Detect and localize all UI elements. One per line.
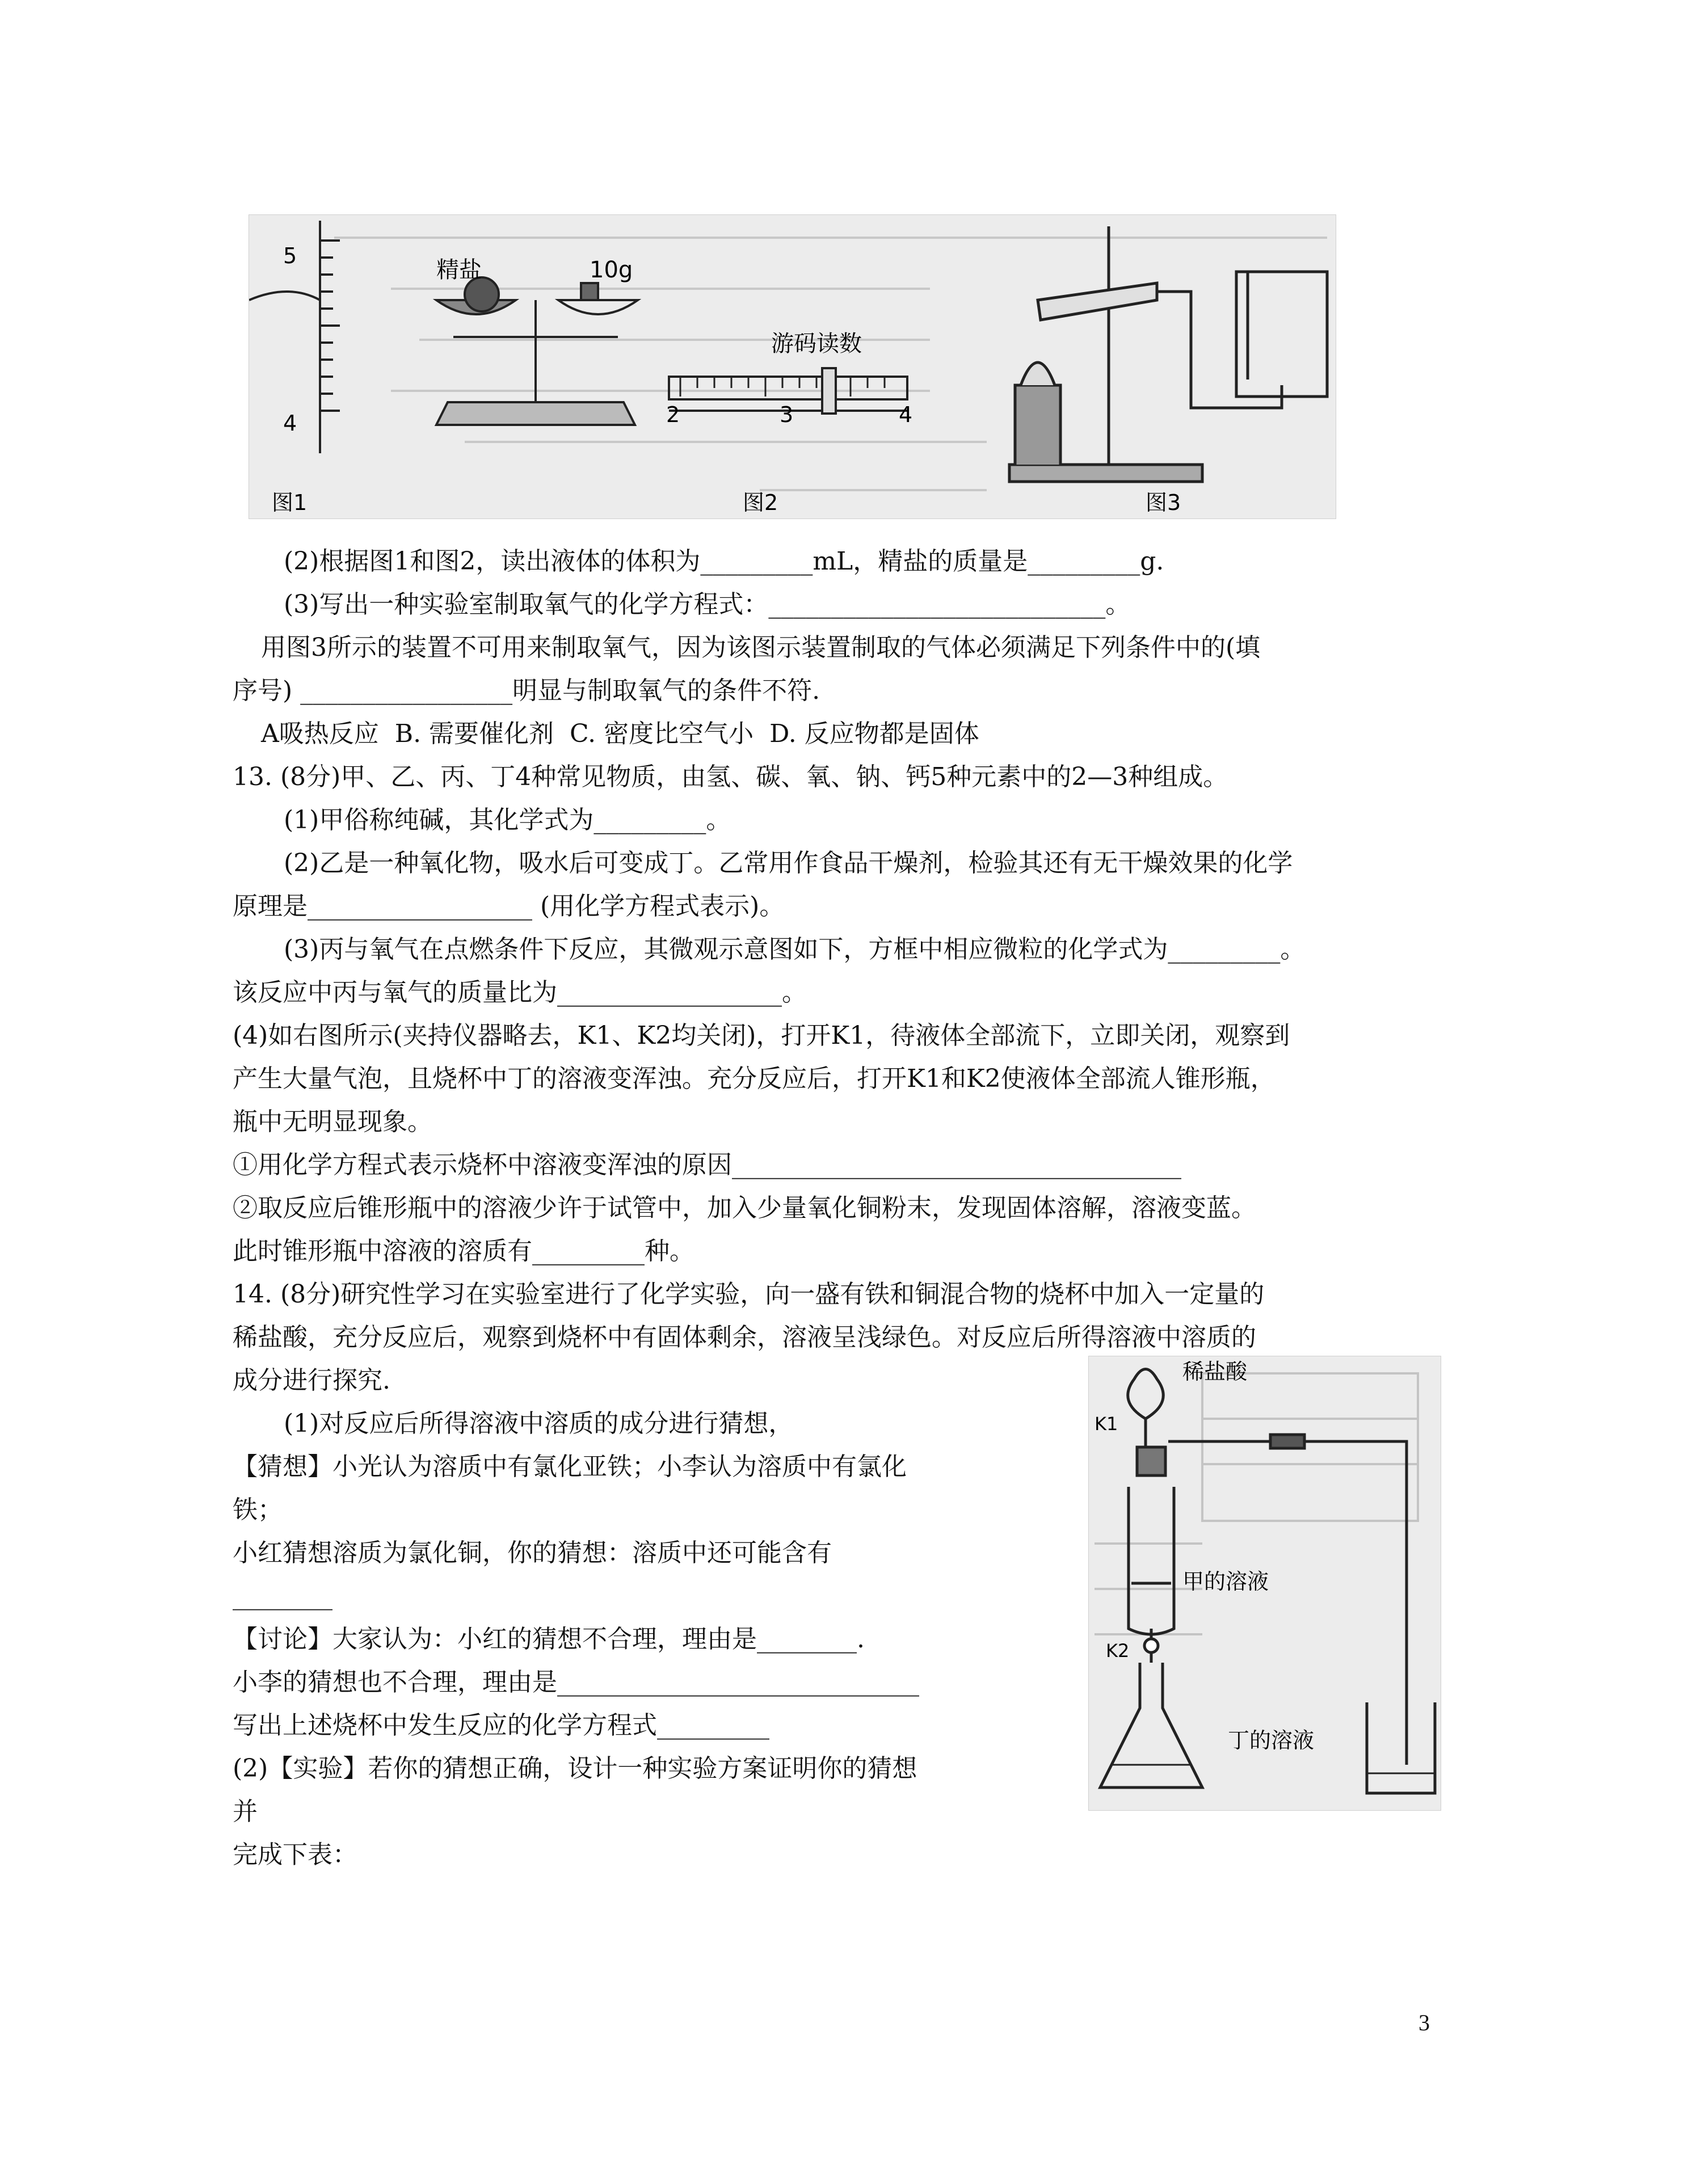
q12-part3: (3)写出一种实验室制取氧气的化学方程式：___________________________。 <box>284 590 1131 619</box>
q14-guess: 【猜想】小光认为溶质中有氯化亚铁；小李认为溶质中有氯化 <box>233 1452 907 1481</box>
right-apparatus-figure <box>1088 1356 1441 1811</box>
q13-part4-cont2: 瓶中无明显现象。 <box>233 1107 432 1136</box>
q14-equation: 写出上述烧杯中发生反应的化学方程式_________ <box>233 1711 769 1740</box>
fig1-label: 图1 <box>272 490 308 515</box>
gas-apparatus <box>1009 226 1327 482</box>
q13-part4: (4)如右图所示(夹持仪器略去，K1、K2均关闭)，打开K1，待液体全部流下，立即关闭，观察到 <box>233 1021 1290 1050</box>
q14-table-prompt: 完成下表： <box>233 1840 357 1869</box>
q14-xiaoli: 小李的猜想也不合理，理由是_____________________________ <box>233 1668 919 1697</box>
q14-blank: ________ <box>233 1582 332 1610</box>
q14-experiment: (2)【实验】若你的猜想正确，设计一种实验方案证明你的猜想 <box>233 1754 917 1783</box>
k1-label: K1 <box>1095 1413 1118 1435</box>
ding-solution-label: 丁的溶液 <box>1228 1728 1315 1753</box>
acid-label: 稀盐酸 <box>1182 1359 1248 1384</box>
q13-part2: (2)乙是一种氧化物，吸水后可变成丁。乙常用作食品干燥剂，检验其还有无干燥效果的化学 <box>284 849 1293 878</box>
balance-left-label: 精盐 <box>436 257 482 283</box>
top-figures-drawing <box>249 215 1336 518</box>
page-number: 3 <box>1418 2010 1430 2035</box>
q14-guess-cont: 铁； <box>233 1495 283 1524</box>
q14-heading-cont2: 成分进行探究. <box>233 1366 390 1395</box>
q14-part1: (1)对反应后所得溶液中溶质的成分进行猜想， <box>284 1409 794 1438</box>
q14-discussion: 【讨论】大家认为：小红的猜想不合理，理由是________. <box>233 1625 865 1654</box>
q12-fig3-question: 用图3所示的装置不可用来制取氧气，因为该图示装置制取的气体必须满足下列条件中的(填 <box>261 633 1261 662</box>
q14-experiment-cont: 并 <box>233 1797 258 1826</box>
q13-part3-cont: 该反应中丙与氧气的质量比为__________________。 <box>233 978 807 1007</box>
q12-part2: (2)根据图1和图2，读出液体的体积为_________mL，精盐的质量是_________g. <box>284 547 1164 576</box>
balance-right-label: 10g <box>590 257 633 283</box>
rider-tick-3: 3 <box>780 402 794 427</box>
q13-part3: (3)丙与氧气在点燃条件下反应，其微观示意图如下，方框中相应微粒的化学式为_________。 <box>284 935 1306 964</box>
k2-label: K2 <box>1106 1640 1130 1662</box>
q13-sub2: ②取反应后锥形瓶中的溶液少许于试管中，加入少量氧化铜粉末，发现固体溶解，溶液变蓝。 <box>233 1194 1256 1222</box>
cylinder-mark-5: 5 <box>283 243 297 268</box>
jia-solution-label: 甲的溶液 <box>1182 1569 1269 1594</box>
top-figures <box>249 214 1336 519</box>
fig2-label: 图2 <box>743 490 778 515</box>
rider-tick-4: 4 <box>899 402 913 427</box>
q13-heading: 13. (8分)甲、乙、丙、丁4种常见物质，由氢、碳、氧、钠、钙5种元素中的2—3种组成。 <box>233 762 1228 791</box>
q13-sub2-cont: 此时锥形瓶中溶液的溶质有_________种。 <box>233 1237 694 1266</box>
q13-part1: (1)甲俗称纯碱，其化学式为_________。 <box>284 806 731 834</box>
q14-heading: 14. (8分)研究性学习在实验室进行了化学实验，向一盛有铁和铜混合物的烧杯中加入一定量的 <box>233 1280 1265 1309</box>
balance-scale <box>436 277 638 425</box>
q13-part2-cont: 原理是__________________ (用化学方程式表示)。 <box>233 892 785 921</box>
q12-options: A吸热反应 B. 需要催化剂 C. 密度比空气小 D. 反应物都是固体 <box>261 719 979 748</box>
rider-tick-2: 2 <box>666 402 680 427</box>
right-apparatus-drawing <box>1089 1356 1441 1810</box>
q13-part4-cont: 产生大量气泡，且烧杯中丁的溶液变浑浊。充分反应后，打开K1和K2使液体全部流人锥形瓶， <box>233 1064 1276 1093</box>
q14-xiaohong: 小红猜想溶质为氯化铜，你的猜想：溶质中还可能含有 <box>233 1538 832 1567</box>
rider-title: 游码读数 <box>771 331 862 357</box>
fig3-label: 图3 <box>1146 490 1181 515</box>
q12-fig3-question-cont: 序号) _________________明显与制取氧气的条件不符. <box>233 676 820 705</box>
q13-sub1: ①用化学方程式表示烧杯中溶液变浑浊的原因____________________________________ <box>233 1150 1181 1179</box>
cylinder-mark-4: 4 <box>283 411 297 436</box>
q14-heading-cont: 稀盐酸，充分反应后，观察到烧杯中有固体剩余，溶液呈浅绿色。对反应后所得溶液中溶质的 <box>233 1323 1256 1352</box>
rider-ticks <box>680 377 885 397</box>
